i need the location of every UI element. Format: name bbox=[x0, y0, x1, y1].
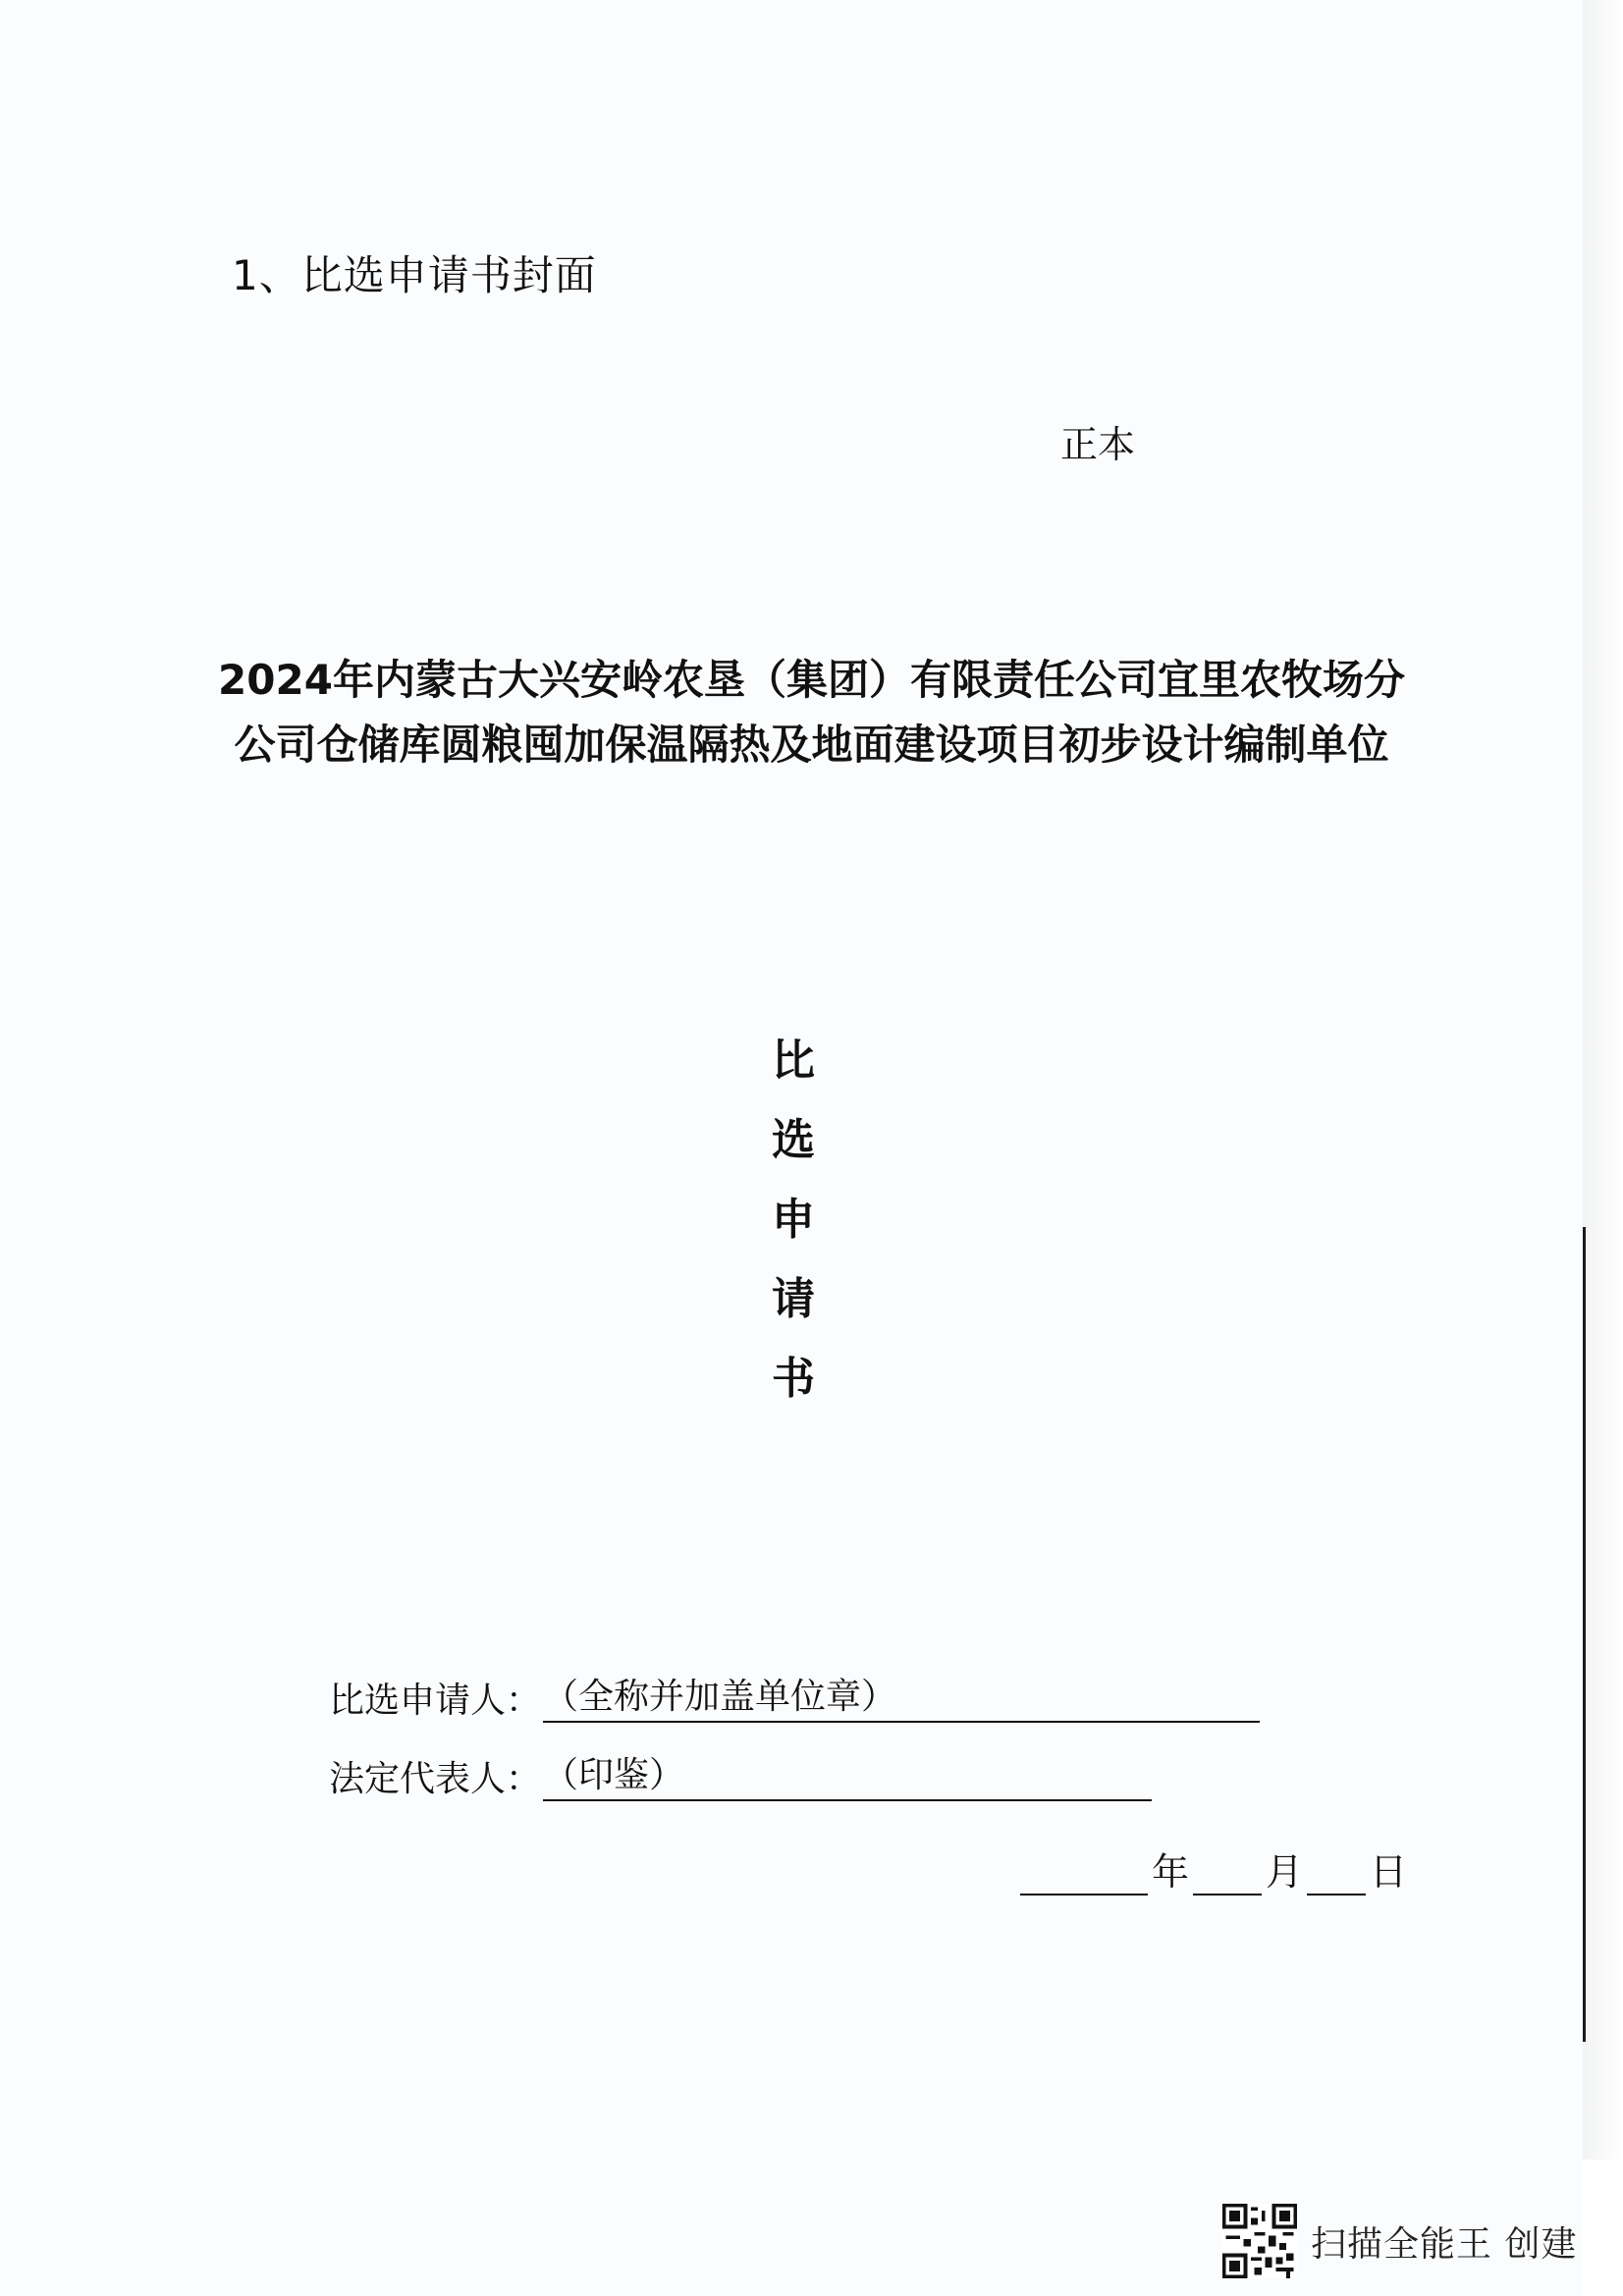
project-title bbox=[196, 648, 1427, 777]
legal-representative-label: 法定代表人： bbox=[329, 1759, 542, 1799]
document-title-char: 请 bbox=[772, 1274, 815, 1324]
legal-representative-field-hint: （印鉴） bbox=[543, 1755, 685, 1795]
document-title-char: 书 bbox=[772, 1354, 815, 1404]
section-heading: 1、比选申请书封面 bbox=[232, 251, 597, 299]
applicant-label: 比选申请人： bbox=[329, 1681, 542, 1721]
scan-edge-line bbox=[1583, 1227, 1586, 2042]
scanner-watermark bbox=[1222, 2204, 1577, 2278]
document-title-vertical bbox=[764, 1021, 823, 1418]
document-title-char: 比 bbox=[772, 1036, 815, 1086]
applicant-field[interactable] bbox=[543, 1669, 1260, 1723]
qr-code-icon bbox=[1222, 2204, 1297, 2278]
month-label: 月 bbox=[1266, 1850, 1304, 1894]
date-row bbox=[1016, 1842, 1407, 1896]
project-title-line-2: 公司仓储库圆粮囤加保温隔热及地面建设项目初步设计编制单位 bbox=[234, 721, 1389, 769]
watermark-text: 扫描全能王 创建 bbox=[1311, 2223, 1578, 2265]
scan-edge-shadow bbox=[1583, 0, 1623, 2160]
legal-representative-row bbox=[329, 1747, 1152, 1801]
legal-representative-field[interactable] bbox=[543, 1747, 1152, 1801]
applicant-row bbox=[329, 1669, 1260, 1723]
year-blank[interactable] bbox=[1020, 1854, 1148, 1896]
original-copy-mark: 正本 bbox=[1060, 423, 1136, 466]
project-title-line-1: 2024年内蒙古大兴安岭农垦（集团）有限责任公司宜里农牧场分 bbox=[218, 656, 1405, 704]
document-title-char: 申 bbox=[772, 1195, 815, 1245]
month-blank[interactable] bbox=[1193, 1854, 1262, 1896]
document-title-char: 选 bbox=[772, 1115, 815, 1165]
applicant-field-hint: （全称并加盖单位章） bbox=[543, 1677, 897, 1717]
day-label: 日 bbox=[1370, 1850, 1408, 1894]
day-blank[interactable] bbox=[1307, 1854, 1366, 1896]
year-label: 年 bbox=[1152, 1850, 1190, 1894]
